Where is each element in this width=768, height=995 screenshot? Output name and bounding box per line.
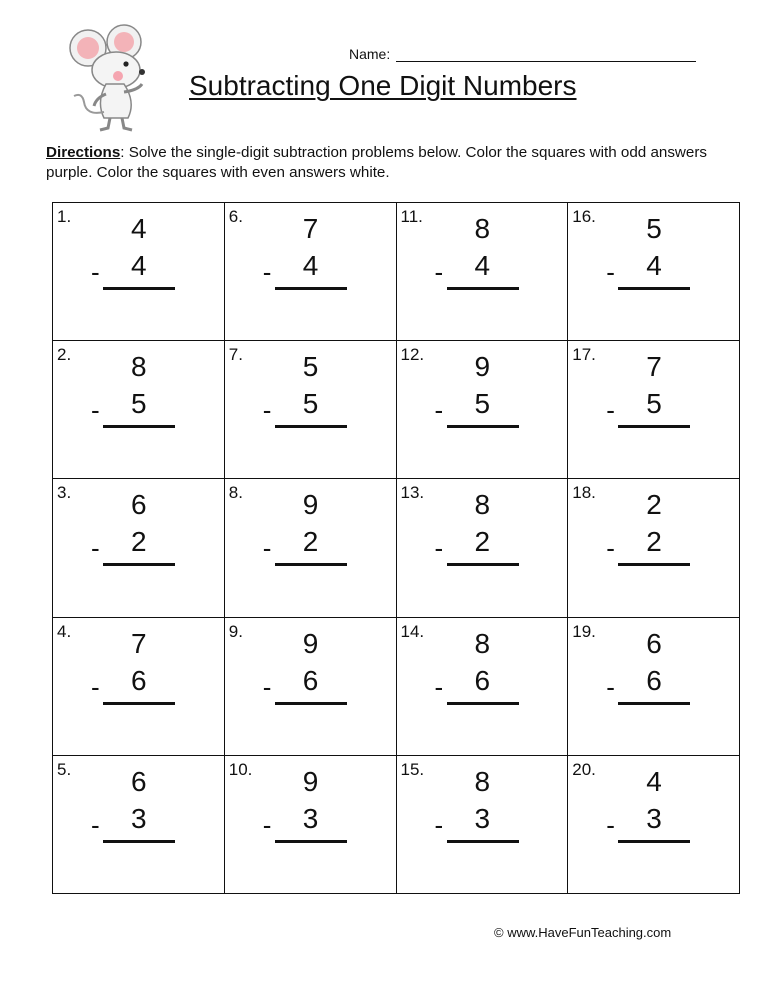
problem-number: 6.	[228, 207, 243, 226]
problem-cell[interactable]	[53, 341, 225, 479]
answer-line	[447, 287, 519, 290]
answer-line	[275, 702, 347, 705]
answer-line	[103, 702, 175, 705]
problem-number: 7.	[228, 345, 243, 365]
minuend: 8	[474, 627, 491, 659]
minus-sign: -	[434, 395, 444, 426]
subtrahend: 2	[302, 526, 319, 558]
problem-cell[interactable]	[568, 756, 740, 894]
minuend: 8	[474, 765, 491, 797]
problem-cell[interactable]	[568, 203, 740, 341]
answer-line	[618, 287, 690, 290]
subtrahend: 5	[646, 388, 662, 420]
directions-text: : Solve the single-digit subtraction problems below. Color the squares with odd answers purple. Color the squares with even answers white.	[46, 144, 707, 181]
minus-sign: -	[606, 395, 615, 426]
answer-line	[618, 702, 690, 705]
minuend: 9	[302, 627, 319, 659]
problem-number: 10.	[228, 759, 253, 779]
problem-number: 2.	[57, 345, 72, 365]
minuend: 7	[131, 627, 147, 659]
subtrahend: 3	[302, 802, 319, 834]
answer-line	[103, 287, 175, 290]
problem-number: 1.	[57, 207, 72, 226]
problem-cell[interactable]	[225, 203, 397, 341]
problem-cell[interactable]	[568, 341, 740, 479]
minuend: 7	[302, 213, 319, 244]
minus-sign: -	[262, 809, 272, 840]
minuend: 8	[474, 489, 491, 521]
answer-line	[618, 425, 690, 428]
answer-line	[618, 840, 690, 843]
subtrahend: 2	[474, 526, 491, 558]
directions-label: Directions	[46, 144, 121, 161]
problem-number: 11.	[400, 207, 423, 226]
name-field[interactable]	[349, 46, 696, 62]
problem-number: 18.	[572, 483, 596, 503]
minus-sign: -	[606, 671, 615, 702]
minuend: 4	[131, 213, 147, 244]
minus-sign: -	[606, 257, 615, 287]
directions	[46, 143, 736, 183]
problem-cell[interactable]	[397, 341, 569, 479]
minuend: 9	[474, 351, 491, 383]
problem-number: 5.	[57, 759, 72, 779]
page-title: Subtracting One Digit Numbers	[189, 70, 577, 101]
answer-line	[275, 287, 347, 290]
answer-line	[103, 840, 175, 843]
minus-sign: -	[606, 533, 615, 564]
minus-sign: -	[91, 809, 100, 840]
problem-number: 17.	[572, 345, 596, 365]
minus-sign: -	[434, 533, 444, 564]
answer-line	[275, 425, 347, 428]
answer-line	[618, 563, 690, 566]
subtrahend: 4	[474, 250, 491, 281]
minus-sign: -	[91, 257, 100, 287]
problem-number: 9.	[228, 621, 243, 641]
problem-number: 4.	[57, 621, 72, 641]
answer-line	[447, 840, 519, 843]
problem-cell[interactable]	[397, 618, 569, 756]
problem-number: 8.	[228, 483, 243, 503]
problem-number: 13.	[400, 483, 425, 503]
subtrahend: 4	[646, 250, 662, 281]
name-label: Name:	[349, 46, 391, 62]
answer-line	[275, 563, 347, 566]
problem-cell[interactable]	[225, 341, 397, 479]
minuend: 9	[302, 489, 319, 521]
subtrahend: 4	[131, 250, 147, 281]
minuend: 8	[474, 213, 491, 244]
answer-line	[103, 425, 175, 428]
problem-number: 3.	[57, 483, 72, 503]
problem-cell[interactable]	[225, 479, 397, 617]
mouse-icon	[66, 22, 162, 134]
answer-line	[275, 840, 347, 843]
answer-line	[447, 563, 519, 566]
minus-sign: -	[262, 257, 272, 287]
problem-cell[interactable]	[397, 756, 569, 894]
subtrahend: 6	[646, 664, 662, 696]
problem-cell[interactable]	[397, 479, 569, 617]
minus-sign: -	[91, 395, 100, 426]
minuend: 2	[646, 489, 662, 521]
subtrahend: 6	[131, 664, 147, 696]
problem-cell[interactable]	[53, 479, 225, 617]
answer-line	[447, 702, 519, 705]
problem-number: 14.	[400, 621, 425, 641]
minus-sign: -	[434, 257, 444, 287]
minuend: 5	[646, 213, 662, 244]
minus-sign: -	[262, 395, 272, 426]
subtrahend: 5	[131, 388, 147, 420]
minuend: 8	[131, 351, 147, 383]
subtrahend: 3	[474, 802, 491, 834]
subtrahend: 2	[646, 526, 662, 558]
minuend: 6	[131, 489, 147, 521]
minus-sign: -	[91, 533, 100, 564]
problem-grid	[52, 202, 740, 894]
problem-cell[interactable]	[225, 756, 397, 894]
subtrahend: 6	[302, 664, 319, 696]
problem-cell[interactable]	[53, 756, 225, 894]
minus-sign: -	[606, 809, 615, 840]
problem-cell[interactable]	[53, 203, 225, 341]
problem-cell[interactable]	[568, 618, 740, 756]
problem-number: 19.	[572, 621, 596, 641]
minuend: 7	[646, 351, 662, 383]
name-line[interactable]	[396, 47, 696, 62]
minuend: 6	[646, 627, 662, 659]
subtrahend: 2	[131, 526, 147, 558]
minus-sign: -	[91, 671, 100, 702]
minuend: 6	[131, 765, 147, 797]
problem-cell[interactable]	[397, 203, 569, 341]
minuend: 5	[302, 351, 319, 383]
subtrahend: 5	[302, 388, 319, 420]
problem-number: 15.	[400, 759, 425, 779]
subtrahend: 6	[474, 664, 491, 696]
answer-line	[103, 563, 175, 566]
subtrahend: 3	[131, 802, 147, 834]
subtrahend: 4	[302, 250, 319, 281]
minus-sign: -	[434, 671, 444, 702]
problem-number: 16.	[572, 207, 596, 226]
problem-cell[interactable]	[568, 479, 740, 617]
problem-number: 20.	[572, 759, 596, 779]
minuend: 9	[302, 765, 319, 797]
problem-cell[interactable]	[225, 618, 397, 756]
problem-number: 12.	[400, 345, 425, 365]
copyright-footer: © www.HaveFunTeaching.com	[494, 925, 672, 940]
minus-sign: -	[262, 533, 272, 564]
minuend: 4	[646, 765, 662, 797]
minus-sign: -	[434, 809, 444, 840]
minus-sign: -	[262, 671, 272, 702]
answer-line	[447, 425, 519, 428]
problem-cell[interactable]	[53, 618, 225, 756]
subtrahend: 3	[646, 802, 662, 834]
subtrahend: 5	[474, 388, 491, 420]
